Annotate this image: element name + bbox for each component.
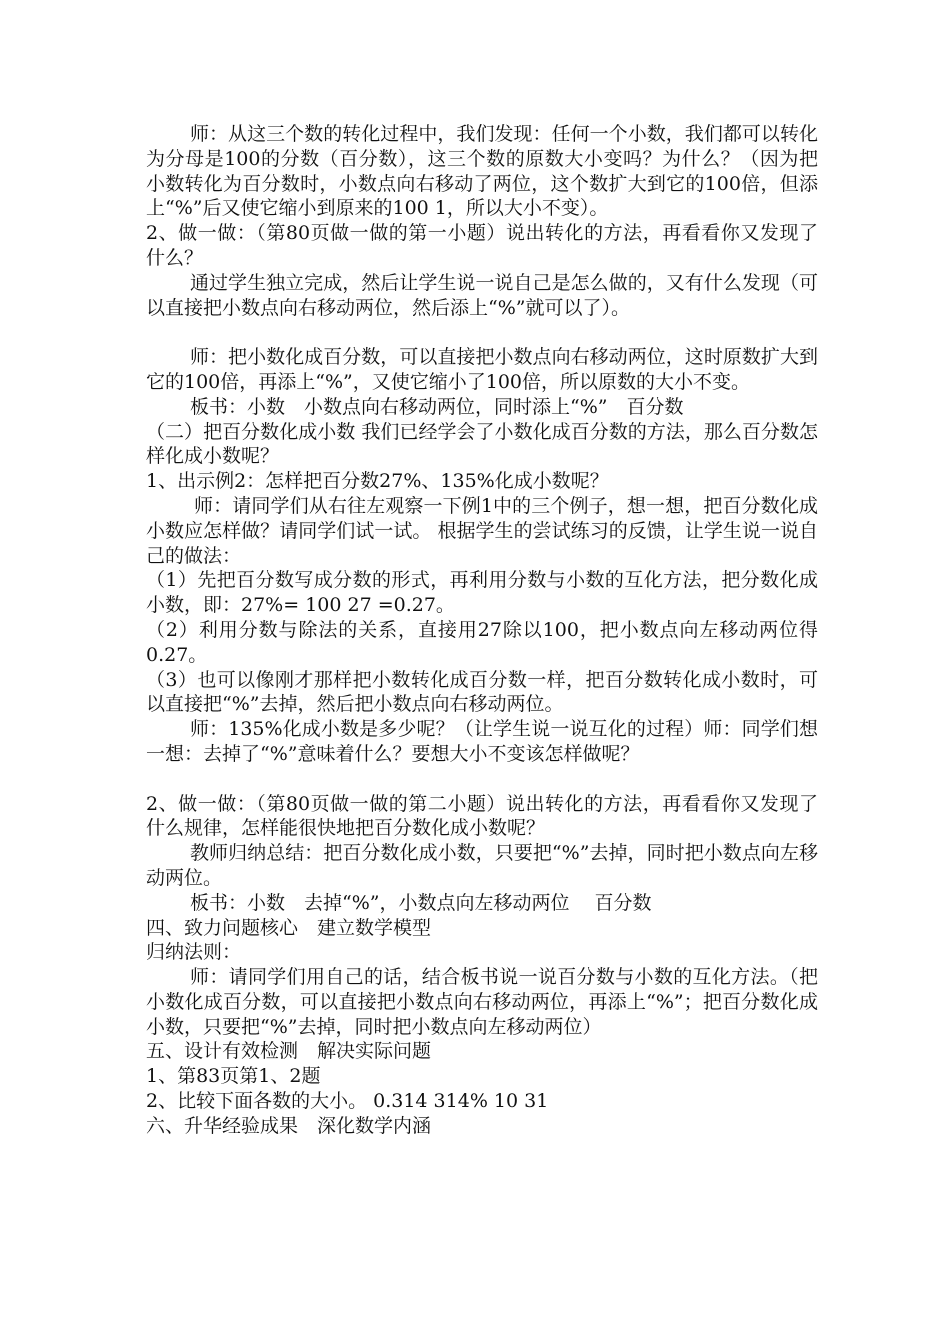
list-item-method-1: （1）先把百分数写成分数的形式，再利用分数与小数的互化方法，把分数化成小数，即：27%= 100 27 =0.27。 — [146, 569, 818, 617]
paragraph-exercise-2-first: 2、做一做：（第80页做一做的第一小题）说出转化的方法，再看看你又发现了什么？ — [146, 222, 818, 269]
section-heading-6: 六、升华经验成果 深化数学内涵 — [146, 1114, 432, 1137]
paragraph-teacher-conversion-discovery: 师：从这三个数的转化过程中，我们发现：任何一个小数，我们都可以转化为分母是100的分数（百分数），这三个数的原数大小变吗？为什么？（因为把小数转化为百分数时，小数点向右移动了两位，这个数扩大到它的100倍，但添上“%”后又使它缩小到原来的100 1，所以大小不变）。 — [146, 123, 818, 220]
paragraph-teacher-summary: 教师归纳总结：把百分数化成小数，只要把“%”去掉，同时把小数点向左移动两位。 — [146, 842, 818, 889]
paragraph-board-note-2: 板书：小数 去掉“%”，小数点向左移动两位 百分数 — [190, 891, 652, 914]
document-body — [146, 122, 818, 1139]
paragraph-teacher-observe: 师：请同学们从右往左观察一下例1中的三个例子，想一想，把百分数化成小数应怎样做？请同学们试一试。 根据学生的尝试练习的反馈，让学生说一说自己的做法： — [146, 494, 818, 567]
paragraph-exercise-page-83: 1、第83页第1、2题 — [146, 1065, 321, 1088]
paragraph-students-independent: 通过学生独立完成，然后让学生说一说自己是怎么做的，又有什么发现（可以直接把小数点向右移动两位，然后添上“%”就可以了）。 — [146, 271, 818, 319]
section-percent-to-decimal: （二）把百分数化成小数 我们已经学会了小数化成百分数的方法，那么百分数怎样化成小数呢？ — [146, 420, 818, 468]
paragraph-induction-rule: 归纳法则： — [146, 941, 242, 964]
paragraph-exercise-2-second: 2、做一做：（第80页做一做的第二小题）说出转化的方法，再看看你又发现了什么规律，怎样能很快地把百分数化成小数呢？ — [146, 792, 818, 840]
paragraph-compare-sizes: 2、比较下面各数的大小。 0.314 314% 10 31 — [146, 1090, 549, 1113]
list-item-method-2: （2）利用分数与除法的关系，直接用27除以100，把小数点向左移动两位得0.27。 — [146, 618, 818, 666]
paragraph-example-2: 1、出示例2：怎样把百分数27%、135%化成小数呢？ — [146, 470, 609, 493]
blank-line — [146, 320, 818, 345]
section-heading-5: 五、设计有效检测 解决实际问题 — [146, 1040, 432, 1063]
paragraph-teacher-decimal-to-percent: 师：把小数化成百分数，可以直接把小数点向右移动两位，这时原数扩大到它的100倍，再添上“%”，又使它缩小了100倍，所以原数的大小不变。 — [146, 346, 818, 393]
section-heading-4: 四、致力问题核心 建立数学模型 — [146, 916, 432, 939]
list-item-method-3: （3）也可以像刚才那样把小数转化成百分数一样，把百分数转化成小数时，可以直接把“%”去掉，然后把小数点向右移动两位。 — [146, 668, 818, 716]
paragraph-teacher-135-percent: 师：135%化成小数是多少呢？（让学生说一说互化的过程）师：同学们想一想：去掉了“%”意味着什么？要想大小不变该怎样做呢？ — [146, 718, 818, 765]
paragraph-teacher-own-words: 师：请同学们用自己的话，结合板书说一说百分数与小数的互化方法。（把小数化成百分数，可以直接把小数点向右移动两位，再添上“%”；把百分数化成小数，只要把“%”去掉，同时把小数点向左移动两位） — [146, 966, 818, 1038]
paragraph-board-note-1: 板书：小数 小数点向右移动两位，同时添上“%” 百分数 — [190, 395, 684, 418]
blank-line — [146, 767, 818, 792]
